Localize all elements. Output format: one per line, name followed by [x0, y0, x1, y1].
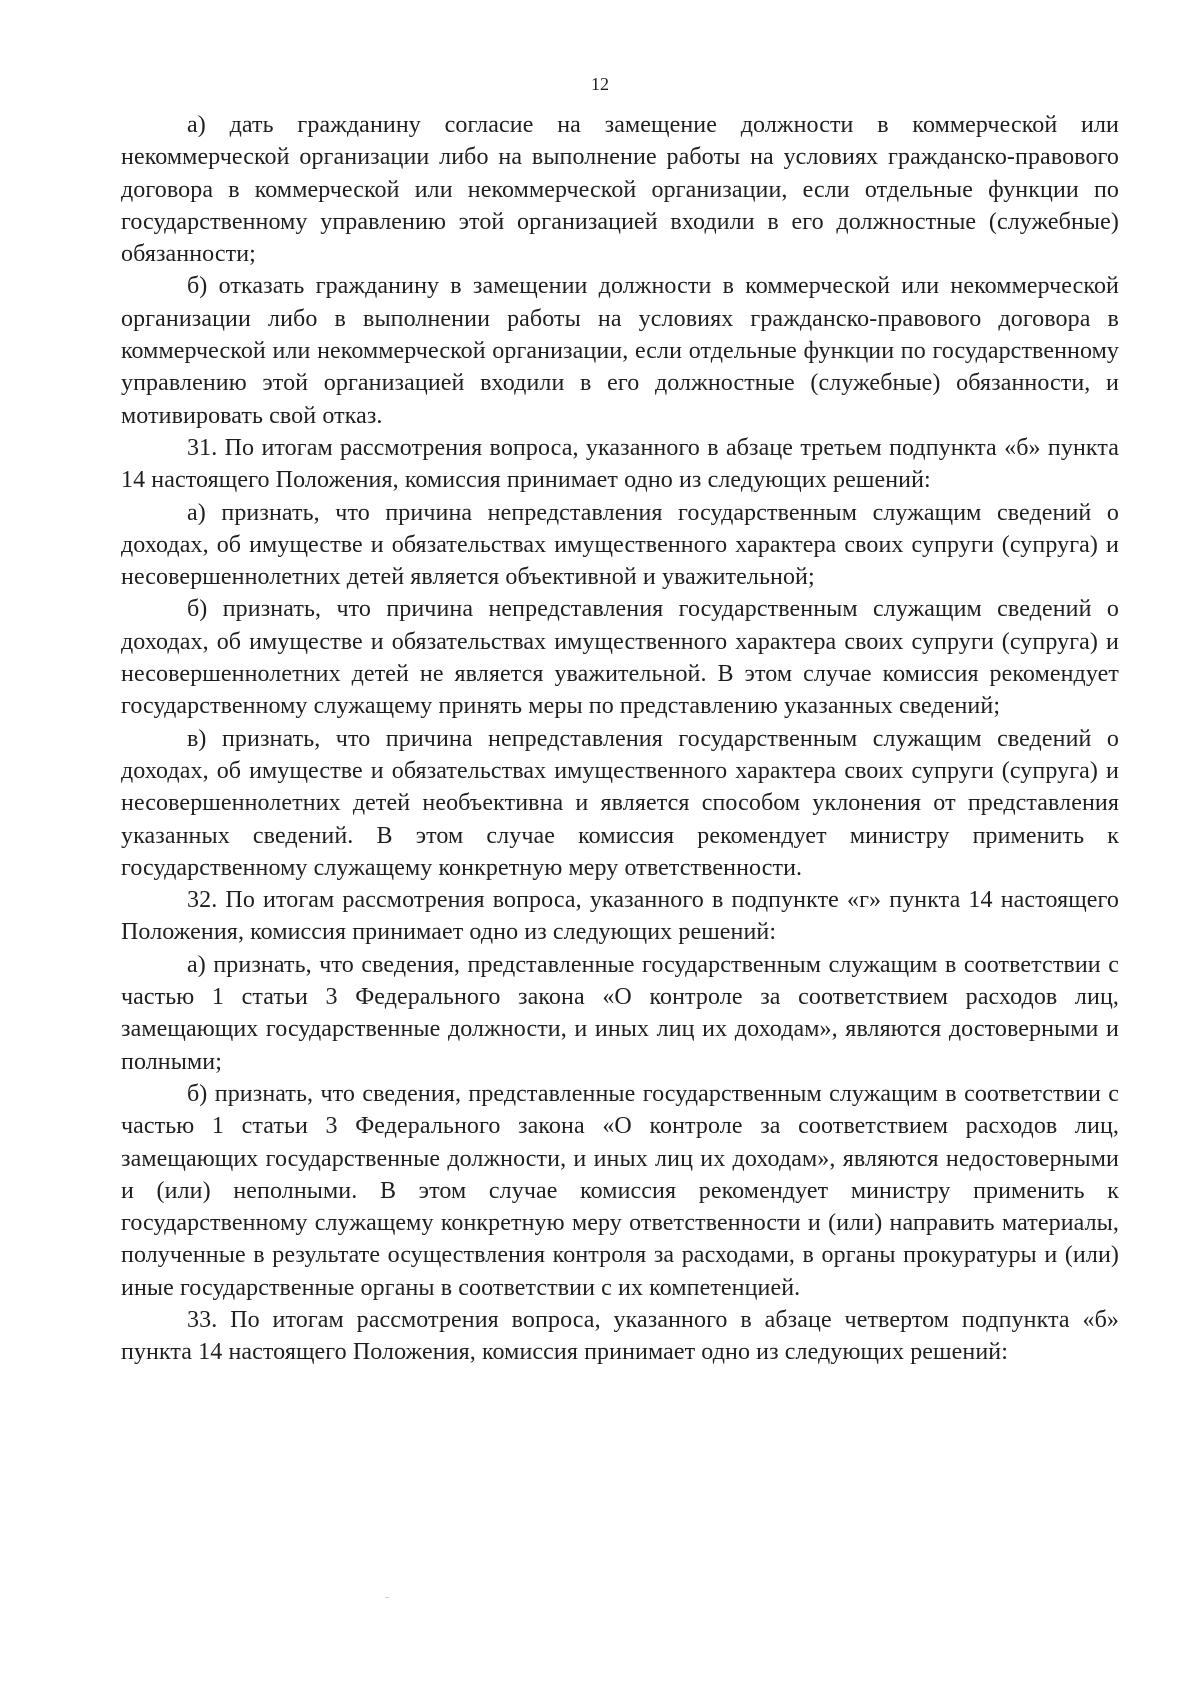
paragraph-31: 31. По итогам рассмотрения вопроса, указанного в абзаце третьем подпункта «б» пункта 14 настоящего Положения, комиссия принимает одно из следующих решений: [121, 434, 1119, 494]
paragraph-30b: б) отказать гражданину в замещении должности в коммерческой или некоммерческой организации либо в выполнении работы на условиях гражданско-правового договора в коммерческой или некоммерческой организации, если отдельные функции по государственному управлению этой организацией входили в его должностные (служебные) обязанности, и мотивировать свой отказ. [121, 273, 1119, 429]
document-body [121, 109, 1119, 1369]
paragraph-31b: б) признать, что причина непредставления государственным служащим сведений о доходах, об имуществе и обязательствах имущественного характера своих супруги (супруга) и несовершеннолетних детей не является уважительной. В этом случае комиссия рекомендует государственному служащему принять меры по представлению указанных сведений; [121, 596, 1119, 720]
paragraph-32b: б) признать, что сведения, представленные государственным служащим в соответствии с частью 1 статьи 3 Федерального закона «О контроле за соответствием расходов лиц, замещающих государственные должности, и иных лиц их доходам», являются недостоверными и (или) неполными. В этом случае комиссия рекомендует министру применить к государственному служащему конкретную меру ответственности и (или) направить материалы, полученные в результате осуществления контроля за расходами, в органы прокуратуры и (или) иные государственные органы в соответствии с их компетенцией. [121, 1080, 1119, 1301]
paragraph-32: 32. По итогам рассмотрения вопроса, указанного в подпункте «г» пункта 14 настоящего Положения, комиссия принимает одно из следующих решений: [121, 887, 1119, 946]
scan-artifact [385, 1597, 389, 1598]
paragraph-32a: а) признать, что сведения, представленные государственным служащим в соответствии с частью 1 статьи 3 Федерального закона «О контроле за соответствием расходов лиц, замещающих государственные должности, и иных лиц их доходам», являются достоверными и полными; [121, 951, 1119, 1075]
paragraph-31c: в) признать, что причина непредставления государственным служащим сведений о доходах, об имуществе и обязательствах имущественного характера своих супруги (супруга) и несовершеннолетних детей необъективна и является способом уклонения от представления указанных сведений. В этом случае комиссия рекомендует министру применить к государственному служащему конкретную меру ответственности. [121, 725, 1119, 881]
paragraph-33: 33. По итогам рассмотрения вопроса, указанного в абзаце четвертом подпункта «б» пункта 14 настоящего Положения, комиссия принимает одно из следующих решений: [121, 1306, 1119, 1366]
page-number: 12 [591, 74, 609, 94]
paragraph-30a: а) дать гражданину согласие на замещение должности в коммерческой или некоммерческой организации либо на выполнение работы на условиях гражданско-правового договора в коммерческой или некоммерческой организации, если отдельные функции по государственному управлению этой организацией входили в его должностные (служебные) обязанности; [121, 112, 1119, 268]
paragraph-31a: а) признать, что причина непредставления государственным служащим сведений о доходах, об имуществе и обязательствах имущественного характера своих супруги (супруга) и несовершеннолетних детей является объективной и уважительной; [121, 499, 1119, 591]
